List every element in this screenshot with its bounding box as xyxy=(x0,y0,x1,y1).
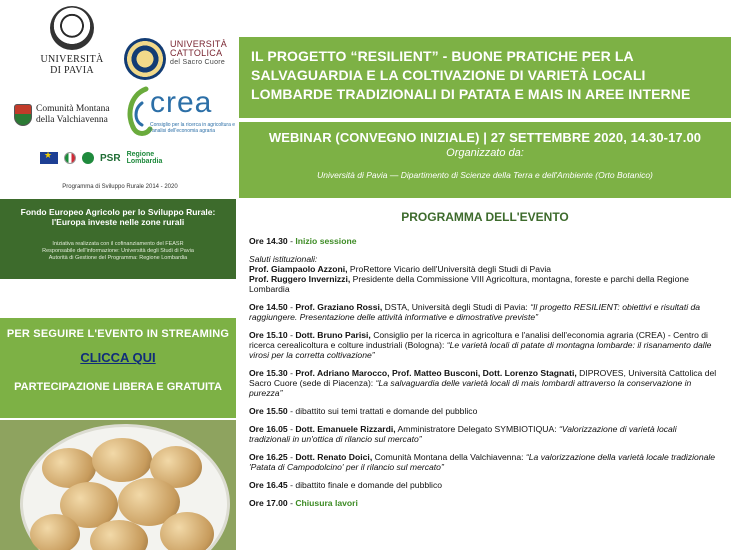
item-speaker: Dott. Emanuele Rizzardi, xyxy=(295,424,396,434)
potato-shape xyxy=(160,512,214,550)
item-speaker: Dott. Renato Doici, xyxy=(295,452,373,462)
programme-list xyxy=(249,236,719,516)
person-role: Presidente della Commissione VIII Agricoltura, montagna, foreste e parchi della Regione Lombardia xyxy=(249,274,689,294)
item-speaker: Prof. Graziano Rossi, xyxy=(295,302,383,312)
event-title: IL PROGETTO “RESILIENT” - BUONE PRATICHE PER LA SALVAGUARDIA E LA COLTIVAZIONE DI VARIETÀ LOCALI LOMBARDE TRADIZIONALI DI PATATA E MAIS IN AREE INTERNE xyxy=(251,48,691,102)
programme-item: Ore 16.05 - Dott. Emanuele Rizzardi, Amministratore Delegato SYMBIOTIQUA: “Valorizzazione di varietà locali tradizionali in un'ottica di rilancio sul mercato” xyxy=(249,424,677,444)
comunita-crest-icon xyxy=(14,104,32,126)
mipaaf-logo-icon xyxy=(82,152,94,164)
item-label: Chiusura lavori xyxy=(295,498,358,508)
feasr-note-1: Iniziativa realizzata con il cofinanziamento del FEASR xyxy=(52,241,184,247)
item-time: Ore 15.30 xyxy=(249,368,288,378)
psr-caption: Programma di Sviluppo Rurale 2014 - 2020 xyxy=(62,184,178,190)
greetings-person xyxy=(249,264,719,274)
webinar-box xyxy=(239,122,731,198)
feasr-title-line-2: l'Europa investe nelle zone rurali xyxy=(51,217,185,227)
pavia-logo-text xyxy=(20,54,124,76)
programme-item: Ore 14.30 - Inizio sessione xyxy=(249,236,357,246)
item-talk: “Le varietà locali di patate di montagna lombarde: il risanamento dalle virosi per la corretta coltivazione” xyxy=(249,340,712,360)
programme-item: Ore 17.00 - Chiusura lavori xyxy=(249,498,358,508)
programme-item: Ore 16.25 - Dott. Renato Doici, Comunità Montana della Valchiavenna: “La valorizzazione della varietà locale tradizionale 'Patata di Campodolcino' per il rilancio sul mercato” xyxy=(249,452,716,472)
potatoes-photo xyxy=(0,420,236,550)
programme-title: PROGRAMMA DELL'EVENTO xyxy=(401,210,569,224)
pavia-seal-icon xyxy=(50,6,94,50)
comunita-line-2: della Valchiavenna xyxy=(36,115,108,125)
pavia-line-1: UNIVERSITÀ xyxy=(40,54,104,65)
item-time: Ore 16.05 xyxy=(249,424,288,434)
comunita-logo-text xyxy=(36,104,118,126)
lombardia-line-1: Regione xyxy=(126,151,155,158)
cattolica-seal-icon xyxy=(124,38,166,80)
item-time: Ore 16.45 xyxy=(249,480,288,490)
item-speaker: Dott. Bruno Parisi, xyxy=(295,330,371,340)
greetings-label: Saluti istituzionali: xyxy=(249,254,318,264)
item-label: Inizio sessione xyxy=(295,236,357,246)
feasr-title-line-1: Fondo Europeo Agricolo per lo Sviluppo Rurale: xyxy=(20,207,216,217)
item-affiliation: DIPROVES, Università Cattolica del Sacro Cuore (sede di Piacenza): xyxy=(249,368,717,388)
programme-item: Ore 15.50 - dibattito sui temi trattati e domande del pubblico xyxy=(249,406,478,416)
crea-logo-subtitle: Consiglio per la ricerca in agricoltura e l'analisi dell'economia agraria xyxy=(150,122,236,134)
programme-item: Ore 16.45 - dibattito finale e domande del pubblico xyxy=(249,480,443,490)
cattolica-line-3: del Sacro Cuore xyxy=(170,59,226,66)
psr-logo: PSR xyxy=(100,152,121,164)
left-column xyxy=(0,0,236,550)
item-talk: “La salvaguardia delle varietà locali di mais lombardi attraverso la conservazione in purezza” xyxy=(249,378,692,398)
pavia-line-2: DI PAVIA xyxy=(50,65,94,76)
organizer-label: Organizzato da: xyxy=(446,147,524,159)
item-time: Ore 16.25 xyxy=(249,452,288,462)
cattolica-logo-text xyxy=(170,40,234,67)
free-participation-text: PARTECIPAZIONE LIBERA E GRATUITA xyxy=(14,381,222,393)
cattolica-line-2: CATTOLICA xyxy=(170,48,223,58)
lombardia-logo xyxy=(127,151,163,165)
person-role: ProRettore Vicario dell'Università degli Studi di Pavia xyxy=(349,264,552,274)
item-time: Ore 15.50 xyxy=(249,406,288,416)
person-name: Prof. Ruggero Invernizzi, xyxy=(249,274,351,284)
greetings-person xyxy=(249,274,719,294)
programme-item-greetings xyxy=(249,254,719,294)
item-description: dibattito finale e domande del pubblico xyxy=(295,480,443,490)
programme-item: Ore 15.30 - Prof. Adriano Marocco, Prof. Matteo Busconi, Dott. Lorenzo Stagnati, DIPROVES, Università Cattolica del Sacro Cuore (sede di Piacenza): “La salvaguardia delle varietà locali di mais lombardi attraverso la conservazione in purezza” xyxy=(249,368,717,398)
cattolica-line-1: UNIVERSITÀ xyxy=(170,39,228,49)
streaming-title: PER SEGUIRE L'EVENTO IN STREAMING xyxy=(6,328,230,340)
feasr-note-3: Autorità di Gestione del Programma: Regione Lombardia xyxy=(48,255,188,261)
webinar-date-line: WEBINAR (CONVEGNO INIZIALE) | 27 SETTEMBRE 2020, 14.30-17.00 xyxy=(268,130,702,145)
item-time: Ore 17.00 xyxy=(249,498,288,508)
item-affiliation: Amministratore Delegato SYMBIOTIQUA: xyxy=(397,424,557,434)
item-affiliation: Consiglio per la ricerca in agricoltura e l'analisi dell'economia agraria (CREA) - Centro di ricerca cerealicoltura e colture industriali (Bologna): xyxy=(249,330,708,350)
item-time: Ore 15.10 xyxy=(249,330,288,340)
item-speaker: Prof. Adriano Marocco, Prof. Matteo Busconi, Dott. Lorenzo Stagnati, xyxy=(295,368,577,378)
feasr-notes xyxy=(0,241,236,262)
lombardia-line-2: Lombardia xyxy=(126,158,163,165)
potato-shape xyxy=(30,514,80,550)
item-affiliation: Comunità Montana della Valchiavenna: xyxy=(374,452,524,462)
potato-shape xyxy=(92,438,152,482)
programme-item: Ore 15.10 - Dott. Bruno Parisi, Consiglio per la ricerca in agricoltura e l'analisi dell'economia agraria (CREA) - Centro di ricerca cerealicoltura e colture industriali (Bologna): “Le varietà locali di patate di montagna lombarde: il risanamento dalle virosi per la corretta coltivazione” xyxy=(249,330,712,360)
italy-emblem-icon xyxy=(64,152,76,164)
funders-logo-row xyxy=(40,150,236,166)
item-talk: “La valorizzazione della varietà locale tradizionale 'Patata di Campodolcino' per il rilancio sul mercato” xyxy=(249,452,716,472)
person-name: Prof. Giampaolo Azzoni, xyxy=(249,264,348,274)
item-talk: “Valorizzazione di varietà locali tradizionali in un'ottica di rilancio sul mercato” xyxy=(249,424,677,444)
item-description: dibattito sui temi trattati e domande del pubblico xyxy=(295,406,478,416)
streaming-box xyxy=(0,318,236,418)
streaming-link[interactable]: CLICCA QUI xyxy=(80,350,156,365)
item-talk: “Il progetto RESILIENT: obiettivi e risultati da raggiungere. Presentazione delle attività informative e dimostrative previste” xyxy=(249,302,701,322)
item-time: Ore 14.30 xyxy=(249,236,288,246)
feasr-box xyxy=(0,199,236,279)
eu-flag-icon xyxy=(40,152,58,164)
crea-logo-word: crea xyxy=(150,86,213,119)
organizer-name: Università di Pavia — Dipartimento di Scienze della Terra e dell'Ambiente (Orto Botanico) xyxy=(317,170,653,180)
programme-item: Ore 14.50 - Prof. Graziano Rossi, DSTA, Università degli Studi di Pavia: “Il progetto RESILIENT: obiettivi e risultati da raggiungere. Presentazione delle attività informative e dimostrative previste” xyxy=(249,302,701,322)
item-affiliation: DSTA, Università degli Studi di Pavia: xyxy=(384,302,528,312)
item-time: Ore 14.50 xyxy=(249,302,288,312)
feasr-title xyxy=(0,207,236,227)
event-title-box xyxy=(239,37,731,118)
comunita-line-1: Comunità Montana xyxy=(36,104,110,114)
feasr-note-2: Responsabile dell'informazione: Università degli Studi di Pavia xyxy=(42,248,194,254)
